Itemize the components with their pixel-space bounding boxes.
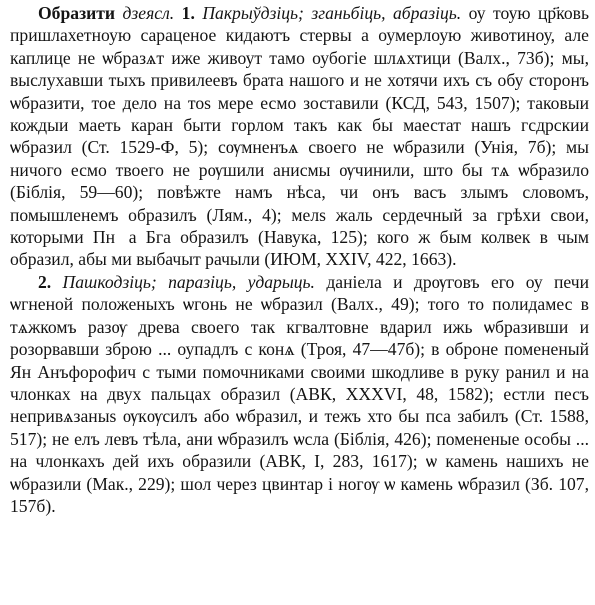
part-of-speech: дзеясл. [122, 3, 175, 23]
sense-citations: оу тоую цр҃ковь пришлахетноую сараценое кидаютъ стервы а оумерлоую животиноу, але каплице не ѡбразѧт иже живоут тамо оубогіе шлѧхтици (Валх., 73б); мы, выслухавши тыхъ привилеевъ брата нашого и не хотячи ихъ съ обу сторонъ ѡбразити, тое дело на тоѕ мере есмо зоставили (КСД, 543, 1507); таковыи кождыи маеть каран быти горлом такъ как бы маестат нашъ гсдрскии ѡбразил (Ст. 1529-Ф, 5); сѹмненъѧ своего не ѡбразили (Унія, 7б); мы ничого есмо твоего не рѹшили анисмы ѹчинили, што бы тѧ ѡбразило (Біблія, 59—60); повѣжте намъ нѣса, чи онъ васъ злымъ словомъ, помышленемъ образилъ (Лям., 4); мелѕ жаль сердечный за грѣхи свои, которыми Пнⷶа Бга образилъ (Навука, 125); кого ж бым колвек в чым образил, абы ми выбачыт рачыли (ИЮМ, XXIV, 422, 1663). [10, 3, 590, 270]
headword: Образити [38, 3, 116, 23]
entry-sense-2 [10, 271, 589, 517]
sense-number: 2. [38, 271, 52, 292]
sense-gloss: Пашкодзіць; паразіць, ударыць. [62, 271, 315, 292]
sense-number: 1. [181, 3, 195, 23]
sense-citations: даніела и дрѹговъ его оу печи ѡгненой положеныхъ ѡгонь не ѡбразил (Валх., 49); того то полидамес в тѧжкомъ разѹ древа своего так кгвалтовне вдарил ижь ѡбразивши и розорвавши зброю ... оупадлъ с конѧ (Троя, 47—47б); в оброне помененый Ян Анъфорофич с тыми помочниками своими шкодливе в руку ранил и на члонках на двух пальцах образил (АВК, XXXVI, 48, 1582); естли песъ непривѧзаныѕ ѹкѹсилъ або ѡбразил, и тежъ хто бы пса забилъ (Ст. 1588, 517); не елъ левъ тѣла, ани ѡбразилъ ѡсла (Біблія, 426); помененые особы ... на члонкахъ дей ихъ образили (АВК, I, 283, 1617); ѡ камень нашихъ не ѡбразили (Мак., 229); шол через цвинтар і ногѹ ѡ камень ѡбразил (Зб. 107, 157б). [10, 271, 590, 516]
entry-sense-1 [10, 2, 589, 271]
sense-gloss: Пакрыўдзіць; зганьбіць, абразіць. [202, 3, 462, 23]
